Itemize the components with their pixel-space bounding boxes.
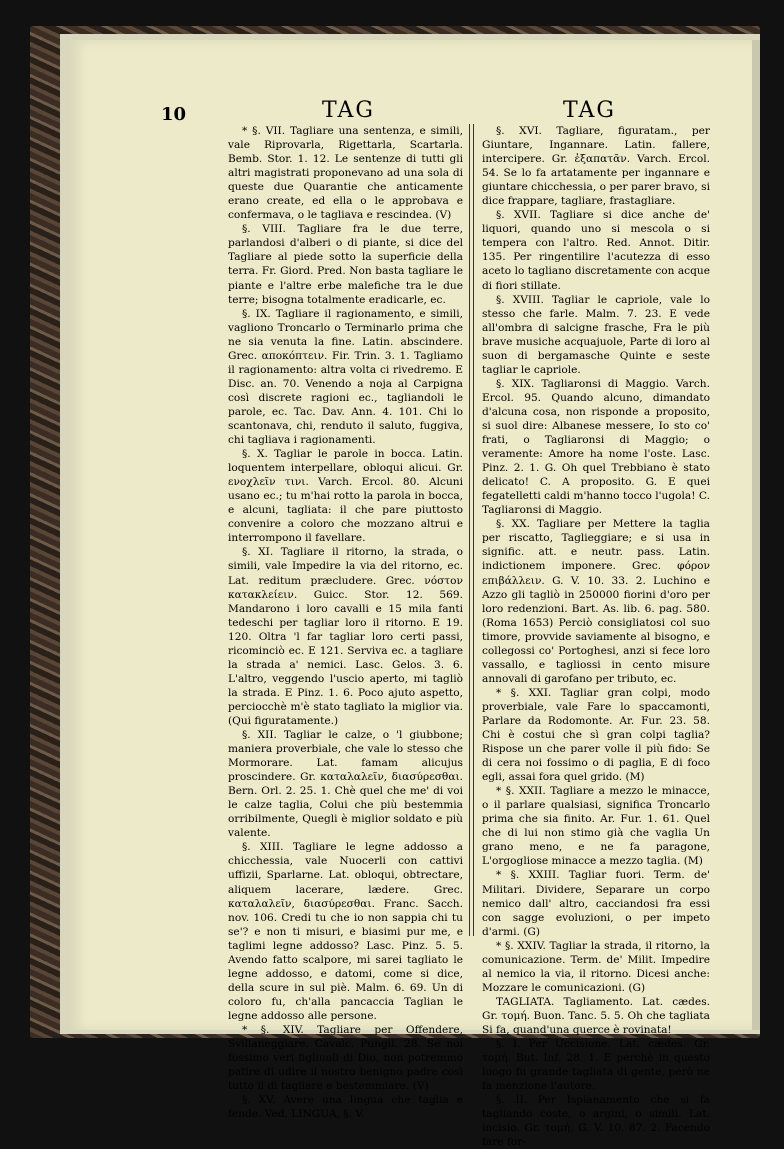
entry-paragraph: §. XIX. Tagliaronsi di Maggio. Varch. Ercol. 95. Quando alcuno, dimandato d'alcuna cosa, non risponde a proposito, si suol dire: Albanese messere, Io sto co' frati, o Tagliaronsi di Maggio; o veramente: Amore ha nome l'oste. Lasc. Pinz. 2. 1. G. Oh quel Trebbiano è stato delicato! C. A proposito. G. E quei fegatelletti caldi m'hanno tocco l'ugola! C. Tagliaronsi di Maggio. — [482, 377, 710, 517]
entry-paragraph: §. I. Per Uccisione. Lat. cædes. Gr. τομή. But. Inf. 28. 1. E perchè in questo luogo fu grande tagliata di gente, però ne fa menzione l'autore. — [482, 1038, 710, 1093]
entry-paragraph: §. II. Per Ispianamento che si fa tagliando coste, o argini, o simili. Lat. incisio. Gr. τομή. G. V. 10. 87. 2. Facendo fare for- — [482, 1094, 710, 1149]
entry-paragraph: §. XIII. Tagliare le legne addosso a chicchessia, vale Nuocerli con cattivi uffizii, Sparlarne. Lat. obloqui, obtrectare, aliquem lacerare, lædere. Grec. καταλαλεῖν, διασύρεσθαι. Franc. Sacch. nov. 106. Credi tu che io non sappia chi tu se'? e non ti misuri, e biasimi pur me, e taglimi legne addosso? Lasc. Pinz. 5. 5. Avendo fatto scalpore, mi sarei tagliato le legne addosso, e datomi, come si dice, della scure in sul piè. Malm. 6. 69. Un di coloro fu, ch'alla pancaccia Taglian le legne addosso alle persone. — [228, 841, 463, 1022]
entry-paragraph: * §. XXII. Tagliare a mezzo le minacce, o il parlare qualsiasi, significa Troncarlo prima che sia finito. Ar. Fur. 1. 61. Quel che di lui non stimo già che vaglia Un grano meno, e ne fa paragone, L'orgogliose minacce a mezzo taglia. (M) — [482, 785, 710, 868]
entry-paragraph: §. XVII. Tagliare si dice anche de' liquori, quando uno si mescola o si tempera con l'altro. Red. Annot. Ditir. 135. Per ringentilire l'acutezza di esso aceto lo tagliano discretamente con acque di fiori stillate. — [482, 209, 710, 292]
left-column — [228, 124, 463, 1121]
entry-paragraph: §. XV. Avere una lingua che taglia e fende. Ved. LINGUA, §. V. — [228, 1094, 463, 1121]
page-margin-shadow — [752, 40, 760, 1030]
headword-paragraph: TAGLIATA. Tagliamento. Lat. cædes. Gr. τομή. Buon. Tanc. 5. 5. Oh che tagliata Si fa, quand'una querce è rovinata! — [482, 995, 710, 1036]
entry-paragraph: §. X. Tagliar le parole in bocca. Latin. loquentem interpellare, obloqui alicui. Gr. ενοχλεῖν τινι. Varch. Ercol. 80. Alcuni usano ec.; tu m'hai rotto la parola in bocca, e alcuni, tagliata: il che pare piuttosto convenire a coloro che mozzano altrui e interrompono il favellare. — [228, 448, 463, 545]
right-column — [482, 124, 710, 1149]
entry-paragraph: §. XX. Tagliare per Mettere la taglia per riscatto, Taglieggiare; e si usa in signific. att. e neutr. pass. Latin. indictionem imponere. Grec. φόρον επιβάλλειν. G. V. 10. 33. 2. Luchino e Azzo gli tagliò in 250000 fiorini d'oro per loro redenzioni. Bart. As. lib. 6. pag. 580. (Roma 1653) Perciò consigliatosi col suo timore, provvide saviamente al bisogno, e collegossi co' Portoghesi, anzi si fece loro vassallo, e tagliossi in cento misure annovali di garofano per tributo, ec. — [482, 518, 710, 685]
entry-paragraph: * §. XXI. Tagliar gran colpi, modo proverbiale, vale Fare lo spaccamonti, Parlare da Rodomonte. Ar. Fur. 23. 58. Chi è costui che sì gran colpi taglia? Rispose un che parer volle il più fido: Se di cera noi fossimo o di paglia, E di foco egli, assai fora quel grido. (M) — [482, 686, 710, 784]
entry-paragraph: * §. XIV. Tagliare per Offendere, Svillaneggiare. Cavalc. Pungil. 28. Se noi fossimo veri figliuoli di Dio, non potremmo patire di udire il nostro benigno padre così tutto il dì tagliare e bestemmiare. (V) — [228, 1024, 463, 1093]
entry-paragraph: §. XI. Tagliare il ritorno, la strada, o simili, vale Impedire la via del ritorno, ec. Lat. reditum præcludere. Grec. νόστον κατακλείειν. Guicc. Stor. 12. 569. Mandarono i loro cavalli e 15 mila fanti tedeschi per tagliar loro il ritorno. E 19. 120. Oltra 'l far tagliar loro certi passi, ricominciò ec. E 121. Serviva ec. a tagliare la strada a' nemici. Lasc. Gelos. 3. 6. L'altro, veggendo l'uscio aperto, mi tagliò la strada. E Pinz. 1. 6. Poco ajuto aspetto, perciocchè m'è stato tagliato la miglior via. (Qui figuratamente.) — [228, 546, 463, 727]
page-number: 10 — [161, 104, 187, 125]
running-head-left: TAG — [322, 98, 375, 123]
entry-paragraph: §. XVI. Tagliare, figuratam., per Giuntare, Ingannare. Latin. fallere, intercipere. Gr. ἐξαπατᾶν. Varch. Ercol. 54. Se lo fa artatamente per ingannare e giuntare chicchessia, o per parer bravo, si dice frappare, tagliare, frastagliare. — [482, 125, 710, 208]
entry-paragraph: §. XII. Tagliar le calze, o 'l giubbone; maniera proverbiale, che vale lo stesso che Mormorare. Lat. famam alicujus proscindere. Gr. καταλαλεῖν, διασύρεσθαι. Bern. Orl. 2. 25. 1. Chè quel che me' di voi le calze taglia, Colui che più bestemmia orribilmente, Quegli è miglior soldato e più valente. — [228, 729, 463, 840]
entry-paragraph: * §. VII. Tagliare una sentenza, e simili, vale Riprovarla, Rigettarla, Scartarla. Bemb. Stor. 1. 12. Le sentenze di tutti gli altri magistrati proponevano ad una sola di queste due Quarantie che anticamente erano create, ed ella o le approbava e confermava, o le tagliava e rescindea. (V) — [228, 125, 463, 222]
entry-paragraph: §. IX. Tagliare il ragionamento, e simili, vagliono Troncarlo o Terminarlo prima che ne sia venuta la fine. Latin. abscindere. Grec. αποκόπτειν. Fir. Trin. 3. 1. Tagliamo il ragionamento: altra volta ci rivedremo. E Disc. an. 70. Venendo a noja al Carpigna così discrete ragioni ec., tagliandoli le parole, ec. Tac. Dav. Ann. 4. 101. Chi lo scantonava, chi, renduto il saluto, fuggiva, chi tagliava i ragionamenti. — [228, 307, 463, 447]
entry-paragraph: * §. XXIV. Tagliar la strada, il ritorno, la comunicazione. Term. de' Milit. Impedire al nemico la via, il ritorno. Dicesi anche: Mozzare le comunicazioni. (G) — [482, 939, 710, 994]
running-head-right: TAG — [563, 98, 616, 123]
entry-paragraph: §. XVIII. Tagliar le capriole, vale lo stesso che farle. Malm. 7. 23. E vede all'ombra di salcigne frasche, Fra le più brave musiche acquajuole, Parte di loro al suon di bergamasche Quinte e seste tagliar le capriole. — [482, 293, 710, 376]
entry-paragraph: §. VIII. Tagliare fra le due terre, parlandosi d'alberi o di piante, si dice del Tagliare al piede sotto la superficie della terra. Fr. Giord. Pred. Non basta tagliare le piante e l'altre erbe malefiche tra le due terre; bisogna totalmente eradicarle, ec. — [228, 223, 463, 306]
column-divider — [469, 124, 474, 936]
entry-paragraph: * §. XXIII. Tagliar fuori. Term. de' Militari. Dividere, Separare un corpo nemico dall' altro, cacciandosi fra essi con sagge evoluzioni, o per impeto d'armi. (G) — [482, 869, 710, 938]
